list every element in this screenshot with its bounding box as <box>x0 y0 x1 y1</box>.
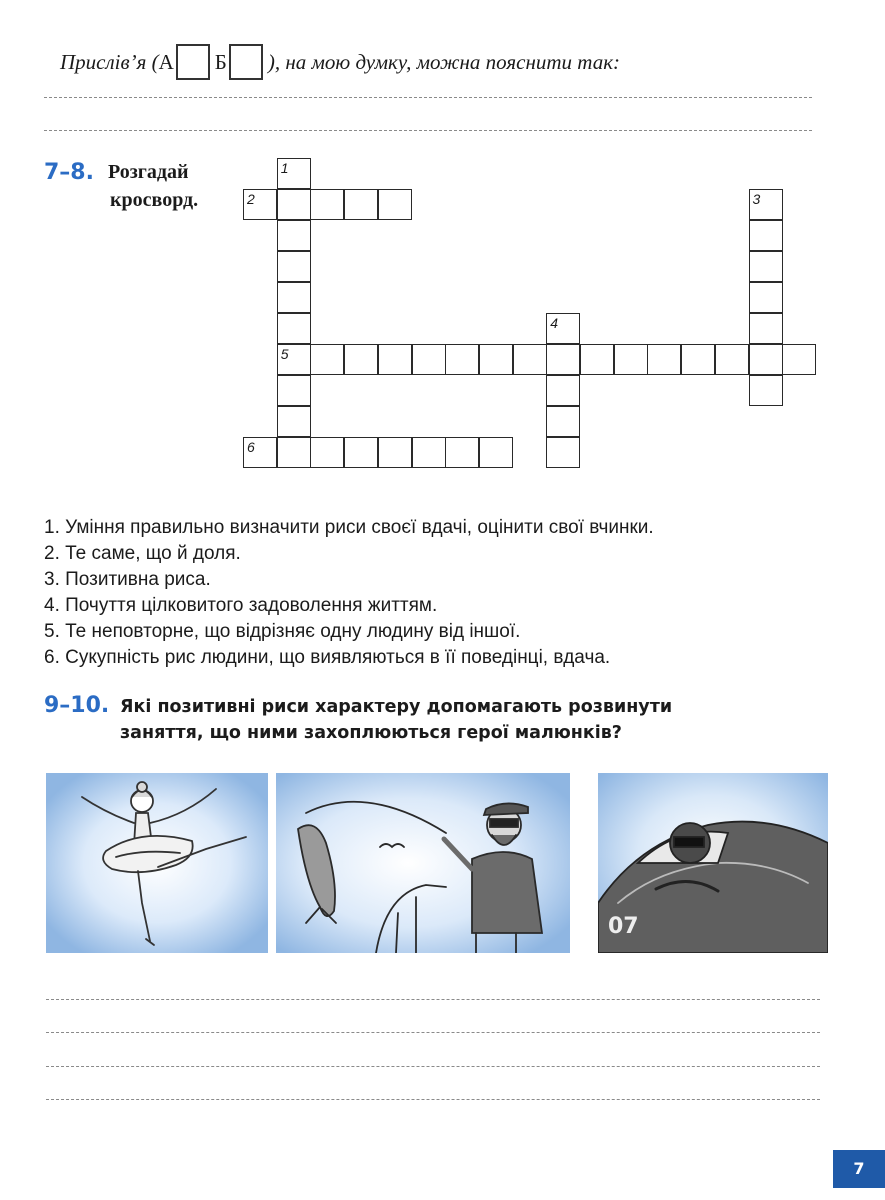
crossword-cell[interactable] <box>277 220 311 251</box>
clue-list <box>44 515 654 671</box>
crossword-cell[interactable] <box>277 437 311 468</box>
clue-item: 4. Почуття цілковитого задоволення життям. <box>44 595 438 616</box>
crossword-cell[interactable] <box>344 344 378 375</box>
crossword-cell-numbered[interactable] <box>546 313 580 344</box>
crossword-cell[interactable] <box>277 282 311 313</box>
answer-line[interactable] <box>46 999 820 1000</box>
crossword-cell[interactable] <box>277 375 311 406</box>
crossword-cell[interactable] <box>749 220 783 251</box>
ballerina-illustration <box>46 773 268 953</box>
fisherman-illustration <box>276 773 570 953</box>
question-line2: заняття, що ними захоплюються герої малюнків? <box>120 723 622 743</box>
race-car-driver-illustration <box>598 773 828 953</box>
crossword-cell[interactable] <box>344 189 378 220</box>
crossword-cell[interactable] <box>479 344 513 375</box>
clue-item: 1. Уміння правильно визначити риси своєї вдачі, оцінити свої вчинки. <box>44 517 654 538</box>
task-number-7-8: 7–8. <box>44 160 94 185</box>
crossword-cell[interactable] <box>445 344 479 375</box>
crossword-cell[interactable] <box>277 251 311 282</box>
crossword-clue-number: 2 <box>247 191 255 207</box>
svg-text:07: 07 <box>608 914 639 939</box>
crossword-cell-numbered[interactable] <box>243 189 277 220</box>
page-number: 7 <box>833 1150 885 1188</box>
answer-line[interactable] <box>44 130 812 131</box>
task-title-line1: Розгадай <box>108 161 189 183</box>
crossword-cell[interactable] <box>445 437 479 468</box>
crossword-cell[interactable] <box>749 282 783 313</box>
proverb-lead: Прислів’я ( <box>60 49 159 74</box>
answer-line[interactable] <box>46 1032 820 1033</box>
proverb-sentence <box>60 44 620 80</box>
crossword-clue-number: 6 <box>247 439 255 455</box>
crossword-cell[interactable] <box>681 344 715 375</box>
crossword-cell[interactable] <box>310 344 344 375</box>
answer-line[interactable] <box>44 97 812 98</box>
crossword-cell[interactable] <box>310 189 344 220</box>
answer-box-b[interactable] <box>229 44 263 80</box>
crossword-cell[interactable] <box>412 344 446 375</box>
clue-item: 6. Сукупність рис людини, що виявляються в її поведінці, вдача. <box>44 647 611 668</box>
crossword-cell[interactable] <box>277 189 311 220</box>
proverb-tail: ), на мою думку, можна пояснити так: <box>267 49 621 74</box>
crossword-cell[interactable] <box>715 344 749 375</box>
crossword-cell[interactable] <box>546 437 580 468</box>
crossword-cell[interactable] <box>378 344 412 375</box>
crossword-cell[interactable] <box>277 406 311 437</box>
crossword-cell-numbered[interactable] <box>749 189 783 220</box>
task-title-line2: кросворд. <box>110 189 199 211</box>
crossword-clue-number: 1 <box>280 160 289 176</box>
crossword-cell[interactable] <box>513 344 547 375</box>
crossword-cell[interactable] <box>749 313 783 344</box>
crossword-cell[interactable] <box>782 344 816 375</box>
crossword-clue-number: 5 <box>280 346 289 362</box>
crossword-cell[interactable] <box>479 437 513 468</box>
crossword-cell[interactable] <box>647 344 681 375</box>
crossword-cell[interactable] <box>749 375 783 406</box>
crossword-cell[interactable] <box>546 406 580 437</box>
answer-line[interactable] <box>46 1066 820 1067</box>
task-number-9-10: 9–10. <box>44 693 110 718</box>
proverb-label-a: А <box>158 49 174 74</box>
crossword-cell[interactable] <box>546 375 580 406</box>
answer-box-a[interactable] <box>176 44 210 80</box>
crossword-cell[interactable] <box>749 251 783 282</box>
proverb-label-b: Б <box>214 49 227 74</box>
question-line1: Які позитивні риси характеру допомагають розвинути <box>120 697 673 717</box>
crossword-cell[interactable] <box>378 437 412 468</box>
crossword-cell[interactable] <box>378 189 412 220</box>
crossword-cell[interactable] <box>546 344 580 375</box>
crossword-cell[interactable] <box>277 313 311 344</box>
clue-item: 2. Те саме, що й доля. <box>44 543 241 564</box>
crossword-cell-numbered[interactable] <box>243 437 277 468</box>
clue-item: 3. Позитивна риса. <box>44 569 211 590</box>
crossword-cell-numbered[interactable] <box>277 158 311 189</box>
crossword-clue-number: 3 <box>752 191 761 207</box>
crossword-cell[interactable] <box>580 344 614 375</box>
answer-line[interactable] <box>46 1099 820 1100</box>
crossword-cell[interactable] <box>310 437 344 468</box>
crossword-cell-numbered[interactable] <box>277 344 311 375</box>
crossword-cell[interactable] <box>614 344 648 375</box>
clue-item: 5. Те неповторне, що відрізняє одну людину від іншої. <box>44 621 521 642</box>
crossword-cell[interactable] <box>344 437 378 468</box>
crossword-cell[interactable] <box>412 437 446 468</box>
crossword-clue-number: 4 <box>550 315 559 331</box>
crossword-cell[interactable] <box>749 344 783 375</box>
